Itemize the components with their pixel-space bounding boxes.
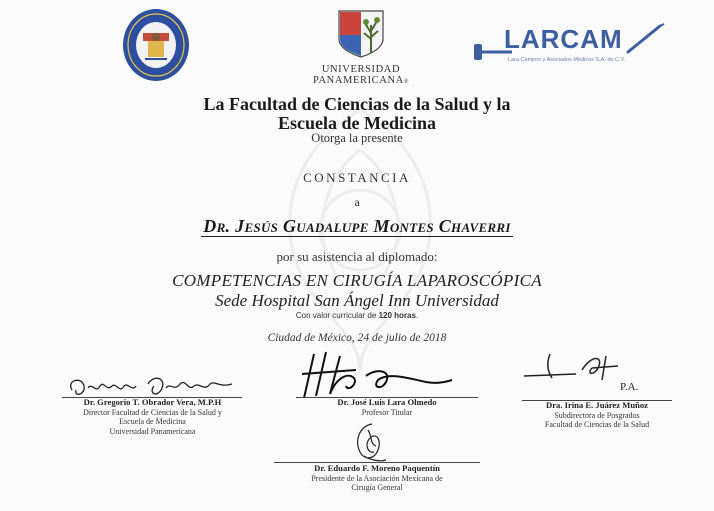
signatory-2-role: Profesor Titular	[361, 408, 413, 417]
signatory-1-role: Director Facultad de Ciencias de la Salud y Escuela de Medicina Universidad Panamericana	[83, 408, 222, 436]
signatory-2-name: Dr. José Luis Lara Olmedo	[337, 397, 437, 407]
larcam-subtitle: Lara Campos y Asociados Médicos S.A. de C.V.	[508, 57, 626, 63]
signature-lara	[296, 348, 456, 400]
place-date: Ciudad de México, 24 de julio de 2018	[267, 332, 447, 344]
signatory-4-name: Dr. Eduardo F. Moreno Paquentín	[314, 463, 440, 473]
credit-hours: 120 horas	[378, 311, 416, 320]
larcam-scalpel-icon	[626, 22, 666, 56]
faculty-title-line1: La Facultad de Ciencias de la Salud y la	[203, 94, 511, 114]
certificate-heading: CONSTANCIA	[303, 170, 411, 185]
course-title: COMPETENCIAS EN CIRUGÍA LAPAROSCÓPICA	[172, 271, 542, 290]
recipient-name-wrap	[0, 216, 714, 237]
signatory-1-name: Dr. Gregorio T. Obrador Vera, M.P.H	[83, 397, 222, 407]
signatory-4-role: Presidente de la Asociación Mexicana de Cirugía General	[311, 474, 443, 493]
grants-text: Otorga la presente	[311, 131, 403, 145]
signatory-3-name: Dra. Irina E. Juárez Muñoz	[545, 400, 648, 410]
universidad-panamericana-logo	[337, 9, 385, 59]
signature-moreno	[350, 420, 390, 464]
attendance-text: por su asistencia al diplomado:	[276, 249, 438, 264]
recipient-name: Dr. Jesús Guadalupe Montes Chaverri	[203, 216, 511, 236]
universidad-panamericana-name: UNIVERSIDAD PANAMERICANA®	[313, 64, 409, 86]
association-seal	[121, 7, 191, 83]
to-word: a	[354, 195, 360, 209]
credit-value: Con valor curricular de 120 horas.	[295, 311, 419, 320]
signatory-3-role: Subdirectora de Posgrados Facultad de Ciencias de la Salud	[544, 411, 650, 430]
svg-text:P.A.: P.A.	[620, 381, 639, 393]
larcam-logo-text: LARCAM	[504, 24, 623, 54]
signature-juarez	[522, 350, 652, 396]
course-venue: Sede Hospital San Ángel Inn Universidad	[215, 291, 499, 310]
faculty-title-line2: Escuela de Medicina	[278, 113, 436, 133]
